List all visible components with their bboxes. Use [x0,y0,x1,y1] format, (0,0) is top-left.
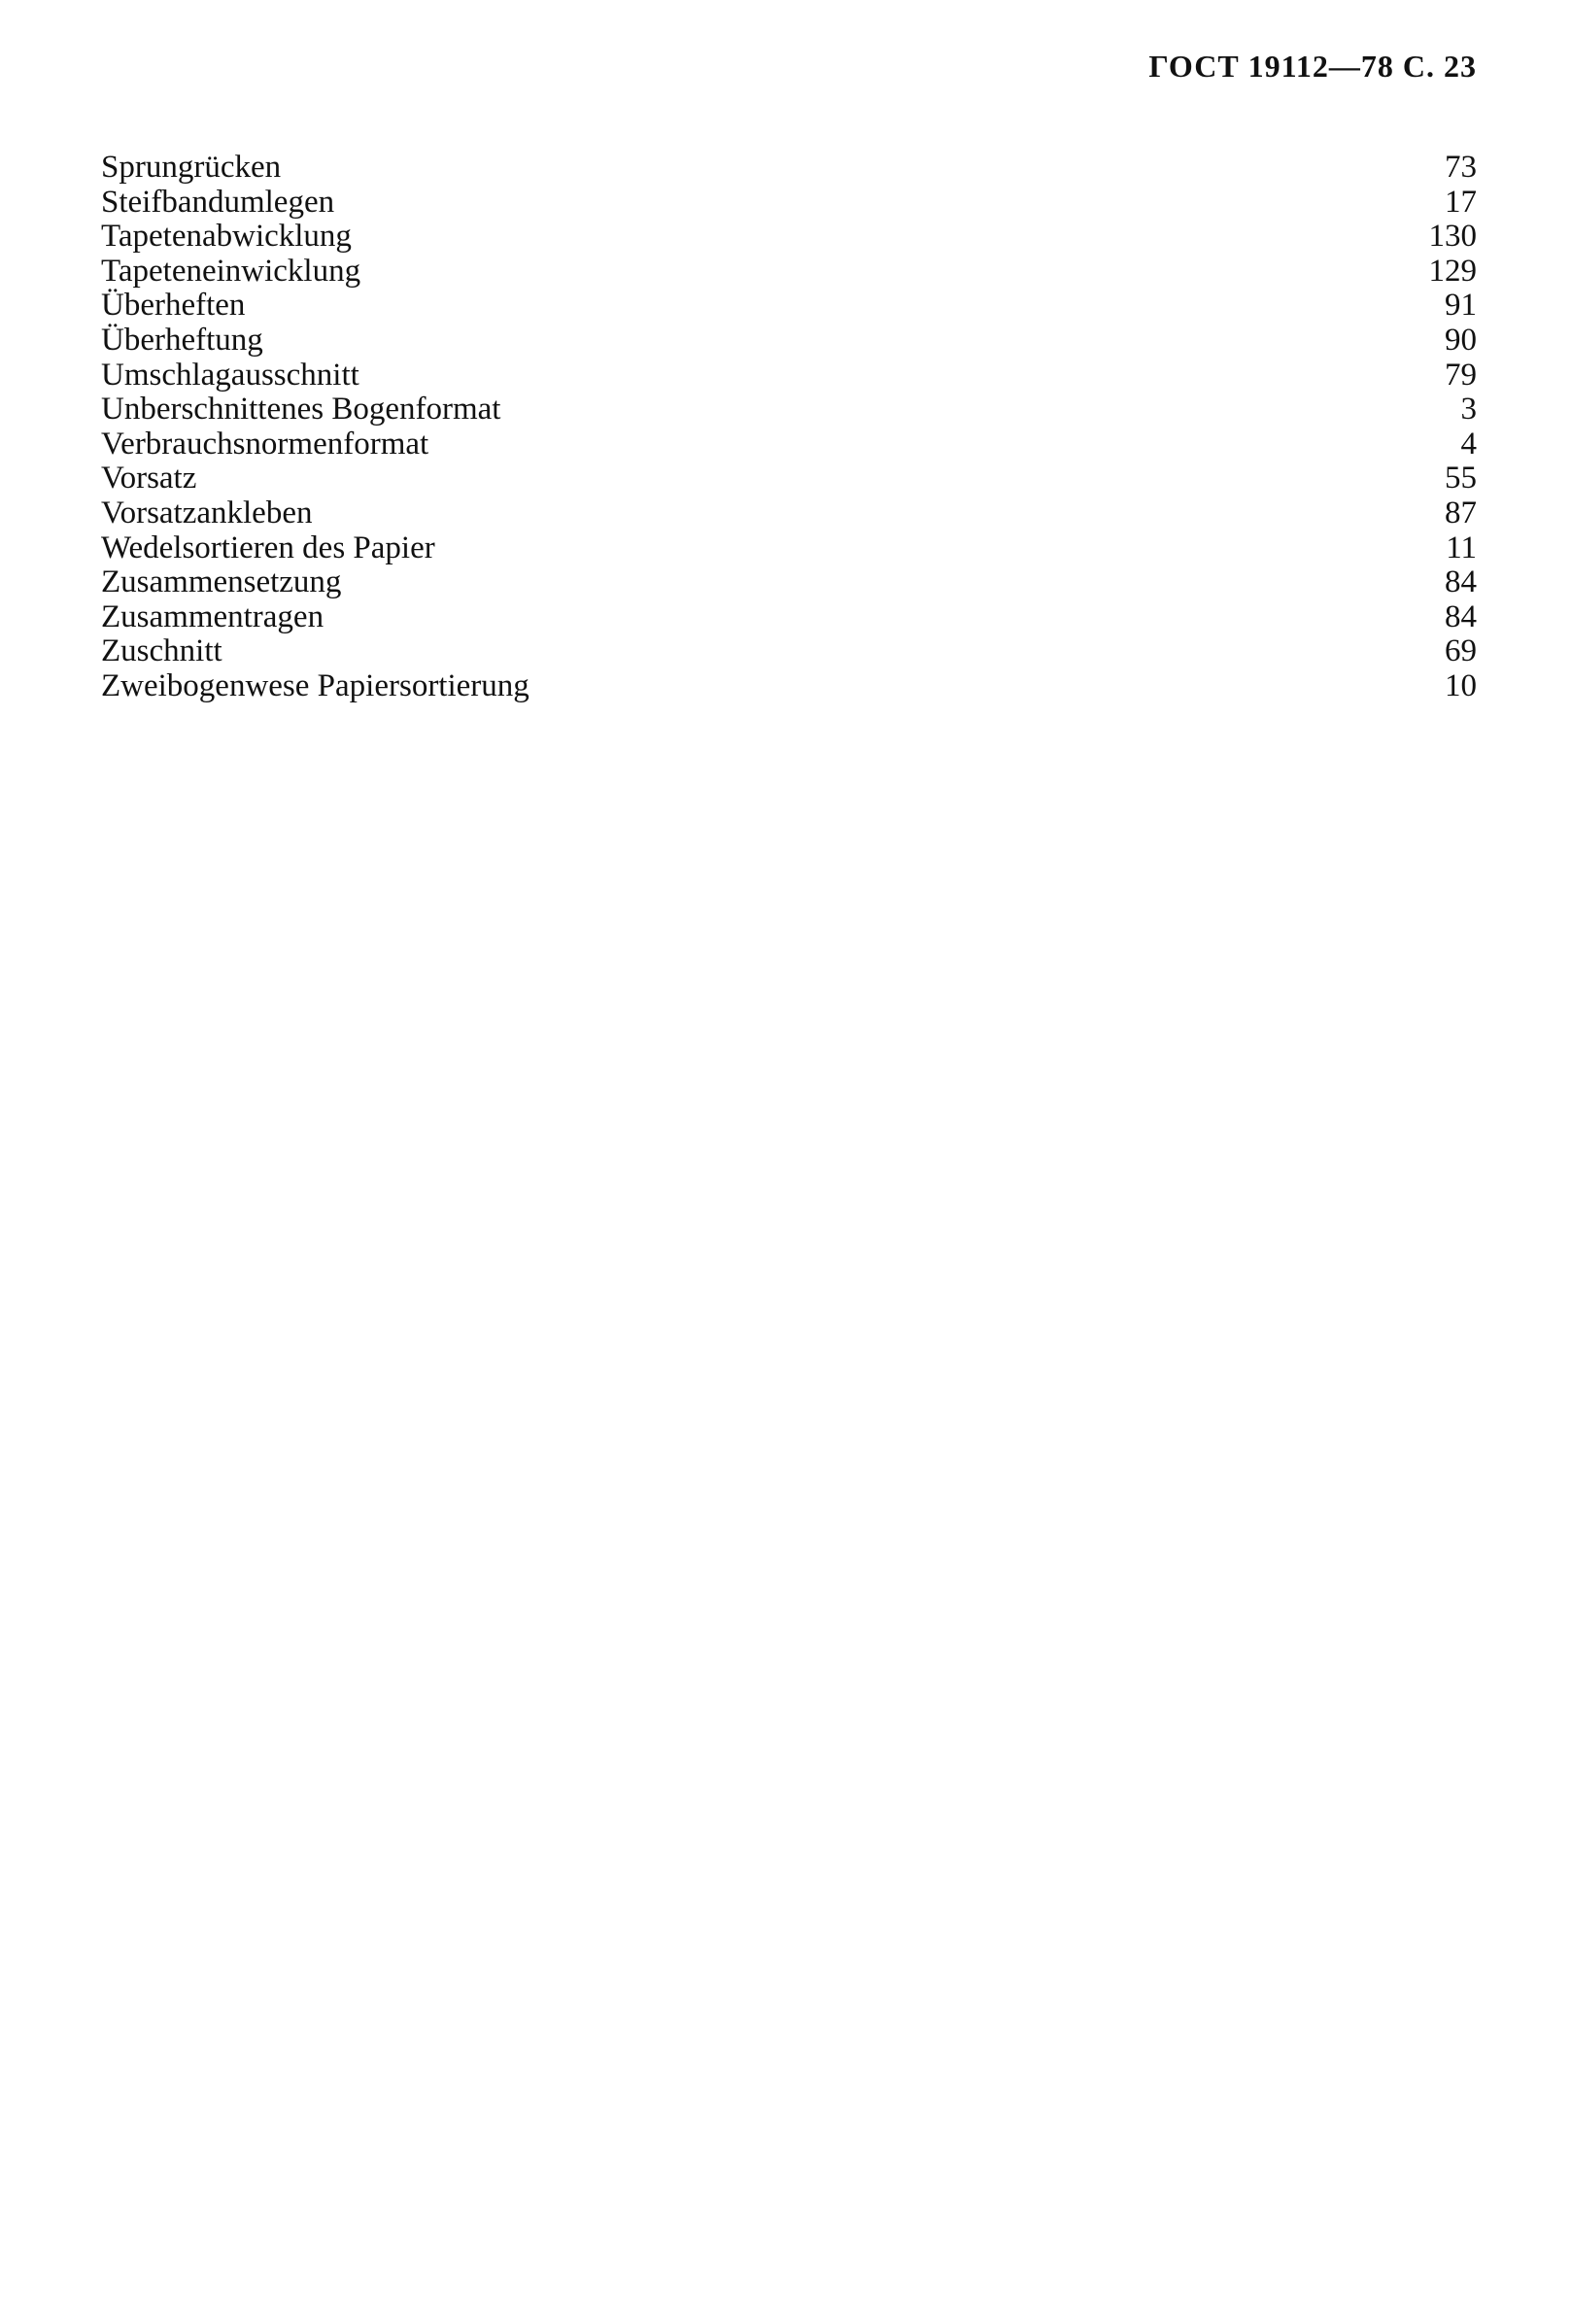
index-entry [101,220,1477,255]
index-page-number: 84 [1445,564,1477,600]
index-entry [101,531,1477,566]
index-page-number: 3 [1460,392,1477,427]
index-page-number: 79 [1445,357,1477,393]
index-page-number: 17 [1445,184,1477,220]
index-entry [101,289,1477,324]
index-entry [101,669,1477,704]
index-term: Vorsatzankleben [101,495,313,530]
index-term: Zusammensetzung [101,564,342,600]
index-page-number: 84 [1445,598,1477,634]
index-term: Sprungrücken [101,150,282,185]
index-entry [101,324,1477,359]
index-entry [101,461,1477,496]
index-entry [101,496,1477,531]
index-page-number: 130 [1428,219,1477,255]
index-entry [101,186,1477,221]
index-page-number: 91 [1445,288,1477,324]
index-entry [101,359,1477,393]
index-term: Umschlagausschnitt [101,357,359,393]
index-entry [101,393,1477,427]
index-term: Wedelsortieren des Papier [101,530,435,565]
index-term: Vorsatz [101,461,197,496]
index-page-number: 11 [1446,530,1477,565]
index-term: Unberschnittenes Bogenformat [101,392,501,427]
index-term: Zusammentragen [101,598,324,634]
index-entry [101,565,1477,600]
index-page-number: 129 [1428,253,1477,289]
index-term: Überheften [101,288,246,324]
index-page-number: 87 [1445,495,1477,530]
index-term: Zweibogenwese Papiersortierung [101,667,529,703]
index-entry [101,600,1477,635]
page-header: ГОСТ 19112—78 С. 23 [1148,49,1477,84]
index-entry [101,427,1477,462]
index-page-number: 10 [1445,667,1477,703]
index-term: Tapeteneinwicklung [101,253,361,289]
index-page-number: 73 [1445,150,1477,185]
index-entry [101,255,1477,290]
index-page-number: 55 [1445,461,1477,496]
index-term: Verbrauchsnormenformat [101,426,429,461]
index-page-number: 4 [1460,426,1477,461]
index-term: Tapetenabwicklung [101,219,352,255]
index-entry [101,634,1477,669]
index-term: Überheftung [101,322,263,358]
index-term: Zuschnitt [101,633,222,669]
index-entry [101,151,1477,186]
index-term: Steifbandumlegen [101,184,335,220]
index-list [101,151,1477,704]
index-page-number: 90 [1445,322,1477,358]
index-page-number: 69 [1445,633,1477,669]
